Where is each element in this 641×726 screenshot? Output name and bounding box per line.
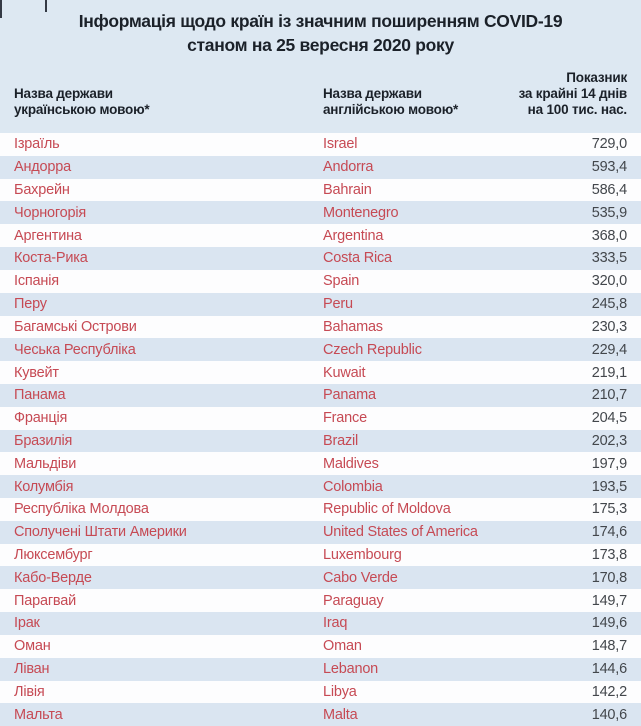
cell-indicator-value: 219,1	[591, 364, 627, 381]
cell-country-name-ua: Андорра	[14, 159, 71, 176]
column-header-indicator-line-1: Показник	[566, 70, 627, 85]
table-row	[0, 407, 641, 430]
column-header-ua-name	[14, 86, 150, 118]
cell-country-name-en: Lebanon	[323, 661, 379, 678]
cell-country-name-en: Panama	[323, 387, 376, 404]
cell-country-name-en: Czech Republic	[323, 341, 422, 358]
table-row	[0, 361, 641, 384]
cell-indicator-value: 535,9	[591, 204, 627, 221]
cell-country-name-ua: Чеська Республіка	[14, 341, 136, 358]
cell-country-name-ua: Перу	[14, 296, 47, 313]
table-row	[0, 133, 641, 156]
cell-indicator-value: 142,2	[591, 683, 627, 700]
cell-country-name-ua: Ізраїль	[14, 136, 60, 153]
cell-country-name-ua: Іспанія	[14, 273, 59, 290]
table-row	[0, 589, 641, 612]
cell-country-name-en: Colombia	[323, 478, 383, 495]
cell-country-name-ua: Бразилія	[14, 432, 73, 449]
cell-country-name-ua: Оман	[14, 638, 51, 655]
table-row	[0, 270, 641, 293]
cell-country-name-ua: Сполучені Штати Америки	[14, 524, 187, 541]
cell-country-name-en: Luxembourg	[323, 547, 402, 564]
cell-indicator-value: 197,9	[591, 455, 627, 472]
title-line-2: станом на 25 вересня 2020 року	[187, 35, 454, 55]
cell-country-name-en: Republic of Moldova	[323, 501, 451, 518]
cell-indicator-value: 140,6	[591, 706, 627, 723]
cell-indicator-value: 174,6	[591, 524, 627, 541]
table-row	[0, 179, 641, 202]
column-header-en-line-1: Назва держави	[323, 86, 422, 101]
cell-country-name-en: Oman	[323, 638, 362, 655]
cell-indicator-value: 193,5	[591, 478, 627, 495]
cell-country-name-ua: Панама	[14, 387, 66, 404]
cell-country-name-en: Libya	[323, 683, 357, 700]
column-header-ua-line-2: українською мовою*	[14, 102, 150, 117]
table-row	[0, 247, 641, 270]
cell-country-name-en: Paraguay	[323, 592, 384, 609]
column-header-en-name	[323, 86, 458, 118]
cell-country-name-en: Brazil	[323, 432, 359, 449]
table-row	[0, 430, 641, 453]
cell-country-name-en: Iraq	[323, 615, 348, 632]
cell-country-name-ua: Ірак	[14, 615, 40, 632]
cell-country-name-ua: Парагвай	[14, 592, 77, 609]
cell-country-name-en: Peru	[323, 296, 353, 313]
cell-country-name-ua: Франція	[14, 410, 68, 427]
cell-country-name-en: Cabo Verde	[323, 569, 398, 586]
cell-indicator-value: 729,0	[591, 136, 627, 153]
cell-country-name-ua: Колумбія	[14, 478, 74, 495]
table-row	[0, 521, 641, 544]
table-row	[0, 612, 641, 635]
cell-country-name-en: United States of America	[323, 524, 478, 541]
table-row	[0, 201, 641, 224]
cell-country-name-ua: Бахрейн	[14, 182, 70, 199]
cell-country-name-en: Argentina	[323, 227, 384, 244]
column-header-ua-line-1: Назва держави	[14, 86, 113, 101]
table-row	[0, 635, 641, 658]
cell-country-name-en: Maldives	[323, 455, 379, 472]
cell-country-name-en: Montenegro	[323, 204, 399, 221]
table-row	[0, 316, 641, 339]
cell-indicator-value: 320,0	[591, 273, 627, 290]
table-row	[0, 703, 641, 726]
cell-country-name-en: Bahrain	[323, 182, 372, 199]
table-row	[0, 658, 641, 681]
column-header-indicator	[519, 70, 627, 118]
cell-country-name-en: Bahamas	[323, 318, 383, 335]
cell-country-name-en: Israel	[323, 136, 358, 153]
cell-indicator-value: 202,3	[591, 432, 627, 449]
table-row	[0, 156, 641, 179]
cell-country-name-ua: Мальдіви	[14, 455, 77, 472]
table-row	[0, 384, 641, 407]
table-row	[0, 338, 641, 361]
cell-country-name-ua: Багамські Острови	[14, 318, 137, 335]
table-row	[0, 681, 641, 704]
table-row	[0, 498, 641, 521]
table-row	[0, 544, 641, 567]
cell-indicator-value: 333,5	[591, 250, 627, 267]
cell-indicator-value: 586,4	[591, 182, 627, 199]
column-header-indicator-line-2: за крайні 14 днів	[518, 86, 627, 101]
cell-indicator-value: 210,7	[591, 387, 627, 404]
cell-indicator-value: 368,0	[591, 227, 627, 244]
cell-indicator-value: 230,3	[591, 318, 627, 335]
table-row	[0, 293, 641, 316]
cell-country-name-en: Malta	[323, 706, 358, 723]
cell-country-name-ua: Мальта	[14, 706, 63, 723]
cell-country-name-ua: Кабо-Верде	[14, 569, 92, 586]
cell-indicator-value: 149,6	[591, 615, 627, 632]
cell-country-name-ua: Ліван	[14, 661, 50, 678]
table-row	[0, 566, 641, 589]
cell-indicator-value: 175,3	[591, 501, 627, 518]
cell-indicator-value: 148,7	[591, 638, 627, 655]
cell-country-name-ua: Кувейт	[14, 364, 59, 381]
page-title	[0, 9, 641, 57]
cell-indicator-value: 170,8	[591, 569, 627, 586]
table-row	[0, 475, 641, 498]
cell-indicator-value: 245,8	[591, 296, 627, 313]
table-row	[0, 452, 641, 475]
cell-indicator-value: 229,4	[591, 341, 627, 358]
cell-indicator-value: 144,6	[591, 661, 627, 678]
table-row	[0, 224, 641, 247]
cell-country-name-en: Andorra	[323, 159, 374, 176]
cell-country-name-ua: Люксембург	[14, 547, 93, 564]
cell-country-name-ua: Лівія	[14, 683, 45, 700]
cell-country-name-en: Spain	[323, 273, 360, 290]
cell-indicator-value: 173,8	[591, 547, 627, 564]
cell-indicator-value: 593,4	[591, 159, 627, 176]
column-header-en-line-2: англійською мовою*	[323, 102, 459, 117]
cell-country-name-en: France	[323, 410, 367, 427]
country-table-body	[0, 133, 641, 726]
column-header-indicator-line-3: на 100 тис. нас.	[527, 102, 627, 117]
cell-country-name-ua: Коста-Рика	[14, 250, 88, 267]
cell-indicator-value: 204,5	[591, 410, 627, 427]
cell-country-name-en: Kuwait	[323, 364, 366, 381]
title-line-1: Інформація щодо країн із значним поширенням COVID-19	[78, 11, 563, 31]
cell-country-name-en: Costa Rica	[323, 250, 392, 267]
cell-country-name-ua: Чорногорія	[14, 204, 87, 221]
cell-indicator-value: 149,7	[591, 592, 627, 609]
cell-country-name-ua: Республіка Молдова	[14, 501, 149, 518]
cell-country-name-ua: Аргентина	[14, 227, 82, 244]
